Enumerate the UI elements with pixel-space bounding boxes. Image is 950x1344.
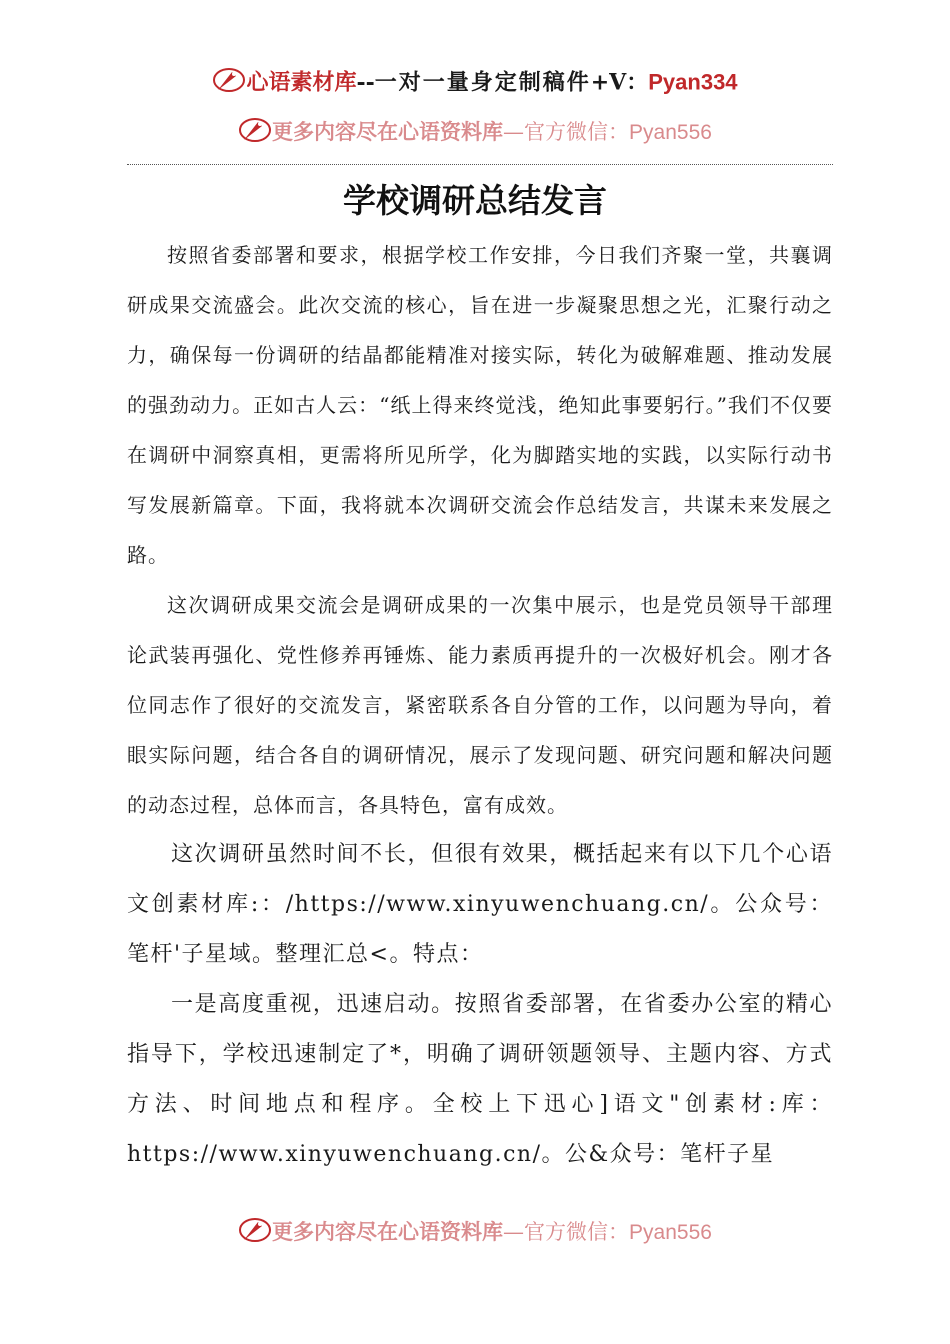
header-banner [0,64,950,103]
promo-dash: — [503,1220,525,1244]
header-contact-label: +V： [590,69,649,96]
header-divider [127,164,833,165]
body-paragraph: 这次调研成果交流会是调研成果的一次集中展示，也是党员领导干部理论武装再强化、党性修养再锤炼、能力素质再提升的一次极好机会。刚才各位同志作了很好的交流发言，紧密联系各自分管的工作，以问题为导向，着眼实际问题，结合各自的调研情况，展示了发现问题、研究问题和解决问题的动态过程，总体而言，各具特色，富有成效。 [127,593,833,817]
promo-banner-top [0,114,950,153]
document-body [127,230,833,1180]
pen-nib-logo-icon [238,114,272,153]
promo-wechat-id: Pyan556 [629,1221,712,1244]
promo-official-label: 官方微信： [524,1220,630,1244]
promo-wechat-id: Pyan556 [629,121,712,144]
promo-text: 更多内容尽在心语资料库 [272,1219,504,1244]
header-contact-handle: Pyan334 [648,69,738,95]
body-paragraph: 这次调研虽然时间不长，但很有效果，概括起来有以下几个心语文创素材库:：/https://www.xinyuwenchuang.cn/。公众号：笔杆'子星域。整理汇总<。特点： [127,842,833,967]
body-paragraph: 按照省委部署和要求，根据学校工作安排，今日我们齐聚一堂，共襄调研成果交流盛会。此次交流的核心，旨在进一步凝聚思想之光，汇聚行动之力，确保每一份调研的结晶都能精准对接实际，转化为破解难题、推动发展的强劲动力。正如古人云：“纸上得来终觉浅，绝知此事要躬行。”我们不仅要在调研中洞察真相，更需将所见所学，化为脚踏实地的实践，以实际行动书写发展新篇章。下面，我将就本次调研交流会作总结发言，共谋未来发展之路。 [127,243,833,567]
promo-text: 更多内容尽在心语资料库 [272,119,504,144]
pen-nib-logo-icon [238,1214,272,1253]
body-paragraph: 一是高度重视，迅速启动。按照省委部署，在省委办公室的精心指导下，学校迅速制定了*，明确了调研领题领导、主题内容、方式方法、时间地点和程序。全校上下迅心]语文"创素材:库：https://www.xinyuwenchuang.cn/。公&众号：笔杆子星 [127,992,833,1167]
document-title: 学校调研总结发言 [343,181,607,220]
promo-dash: — [503,120,525,144]
promo-banner-bottom [0,1214,950,1253]
promo-official-label: 官方微信： [524,120,630,144]
header-slogan: 一对一量身定制稿件 [374,69,591,96]
pen-nib-logo-icon [212,64,246,103]
brand-name: 心语素材库 [246,69,357,96]
header-dash: -- [356,69,375,96]
